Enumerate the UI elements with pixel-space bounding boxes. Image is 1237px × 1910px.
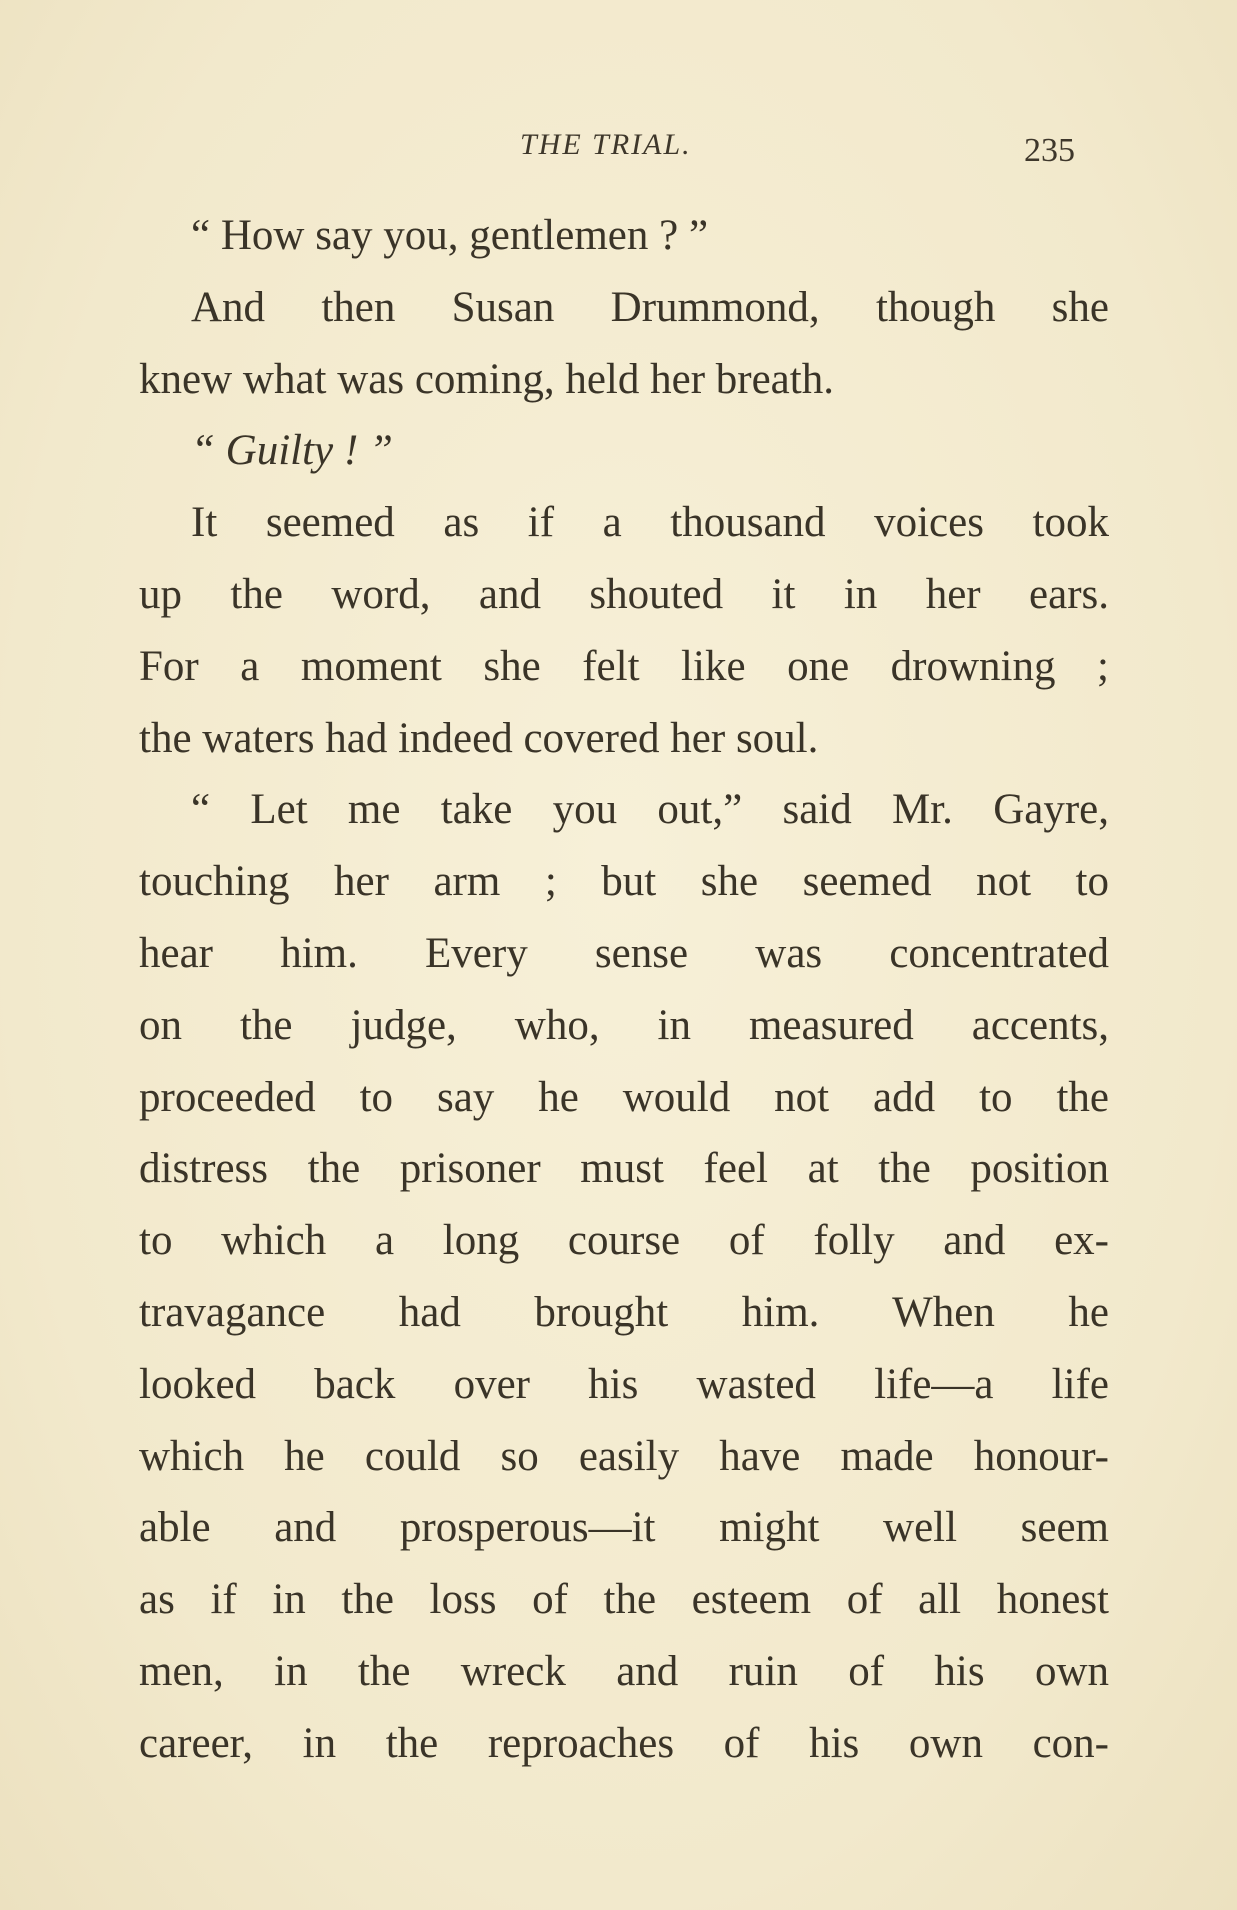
text-line: proceeded to say he would not add to the — [139, 1073, 1109, 1121]
text-line: “ How say you, gentlemen ? ” — [191, 212, 709, 259]
text-line: men, in the wreck and ruin of his own — [139, 1647, 1109, 1695]
text-line: which he could so easily have made honour- — [139, 1432, 1109, 1480]
text-line: hear him. Every sense was concentrated — [139, 929, 1109, 977]
text-line-guilty: “ Guilty ! ” — [191, 427, 393, 475]
text-line: looked back over his wasted life—a life — [139, 1360, 1109, 1408]
text-line: “ Let me take you out,” said Mr. Gayre, — [191, 786, 1109, 834]
text-line: knew what was coming, held her breath. — [139, 355, 834, 403]
running-title: THE TRIAL. — [520, 128, 692, 161]
text-line: on the judge, who, in measured accents, — [139, 1001, 1109, 1049]
text-line: as if in the loss of the esteem of all honest — [139, 1576, 1109, 1624]
text-line: For a moment she felt like one drowning ; — [139, 642, 1109, 690]
text-line: the waters had indeed covered her soul. — [139, 714, 819, 762]
text-line: career, in the reproaches of his own con- — [139, 1719, 1109, 1767]
page-number: 235 — [1024, 132, 1075, 169]
text-line: And then Susan Drummond, though she — [191, 283, 1109, 331]
text-line: touching her arm ; but she seemed not to — [139, 858, 1109, 906]
text-line: distress the prisoner must feel at the position — [139, 1145, 1109, 1193]
running-head — [0, 128, 1237, 168]
body-text — [139, 200, 1109, 1780]
text-line: able and prosperous—it might well seem — [139, 1504, 1109, 1552]
text-line: up the word, and shouted it in her ears. — [139, 570, 1109, 618]
text-line: travagance had brought him. When he — [139, 1288, 1109, 1336]
text-line: to which a long course of folly and ex- — [139, 1217, 1109, 1265]
text-line: It seemed as if a thousand voices took — [191, 499, 1109, 547]
